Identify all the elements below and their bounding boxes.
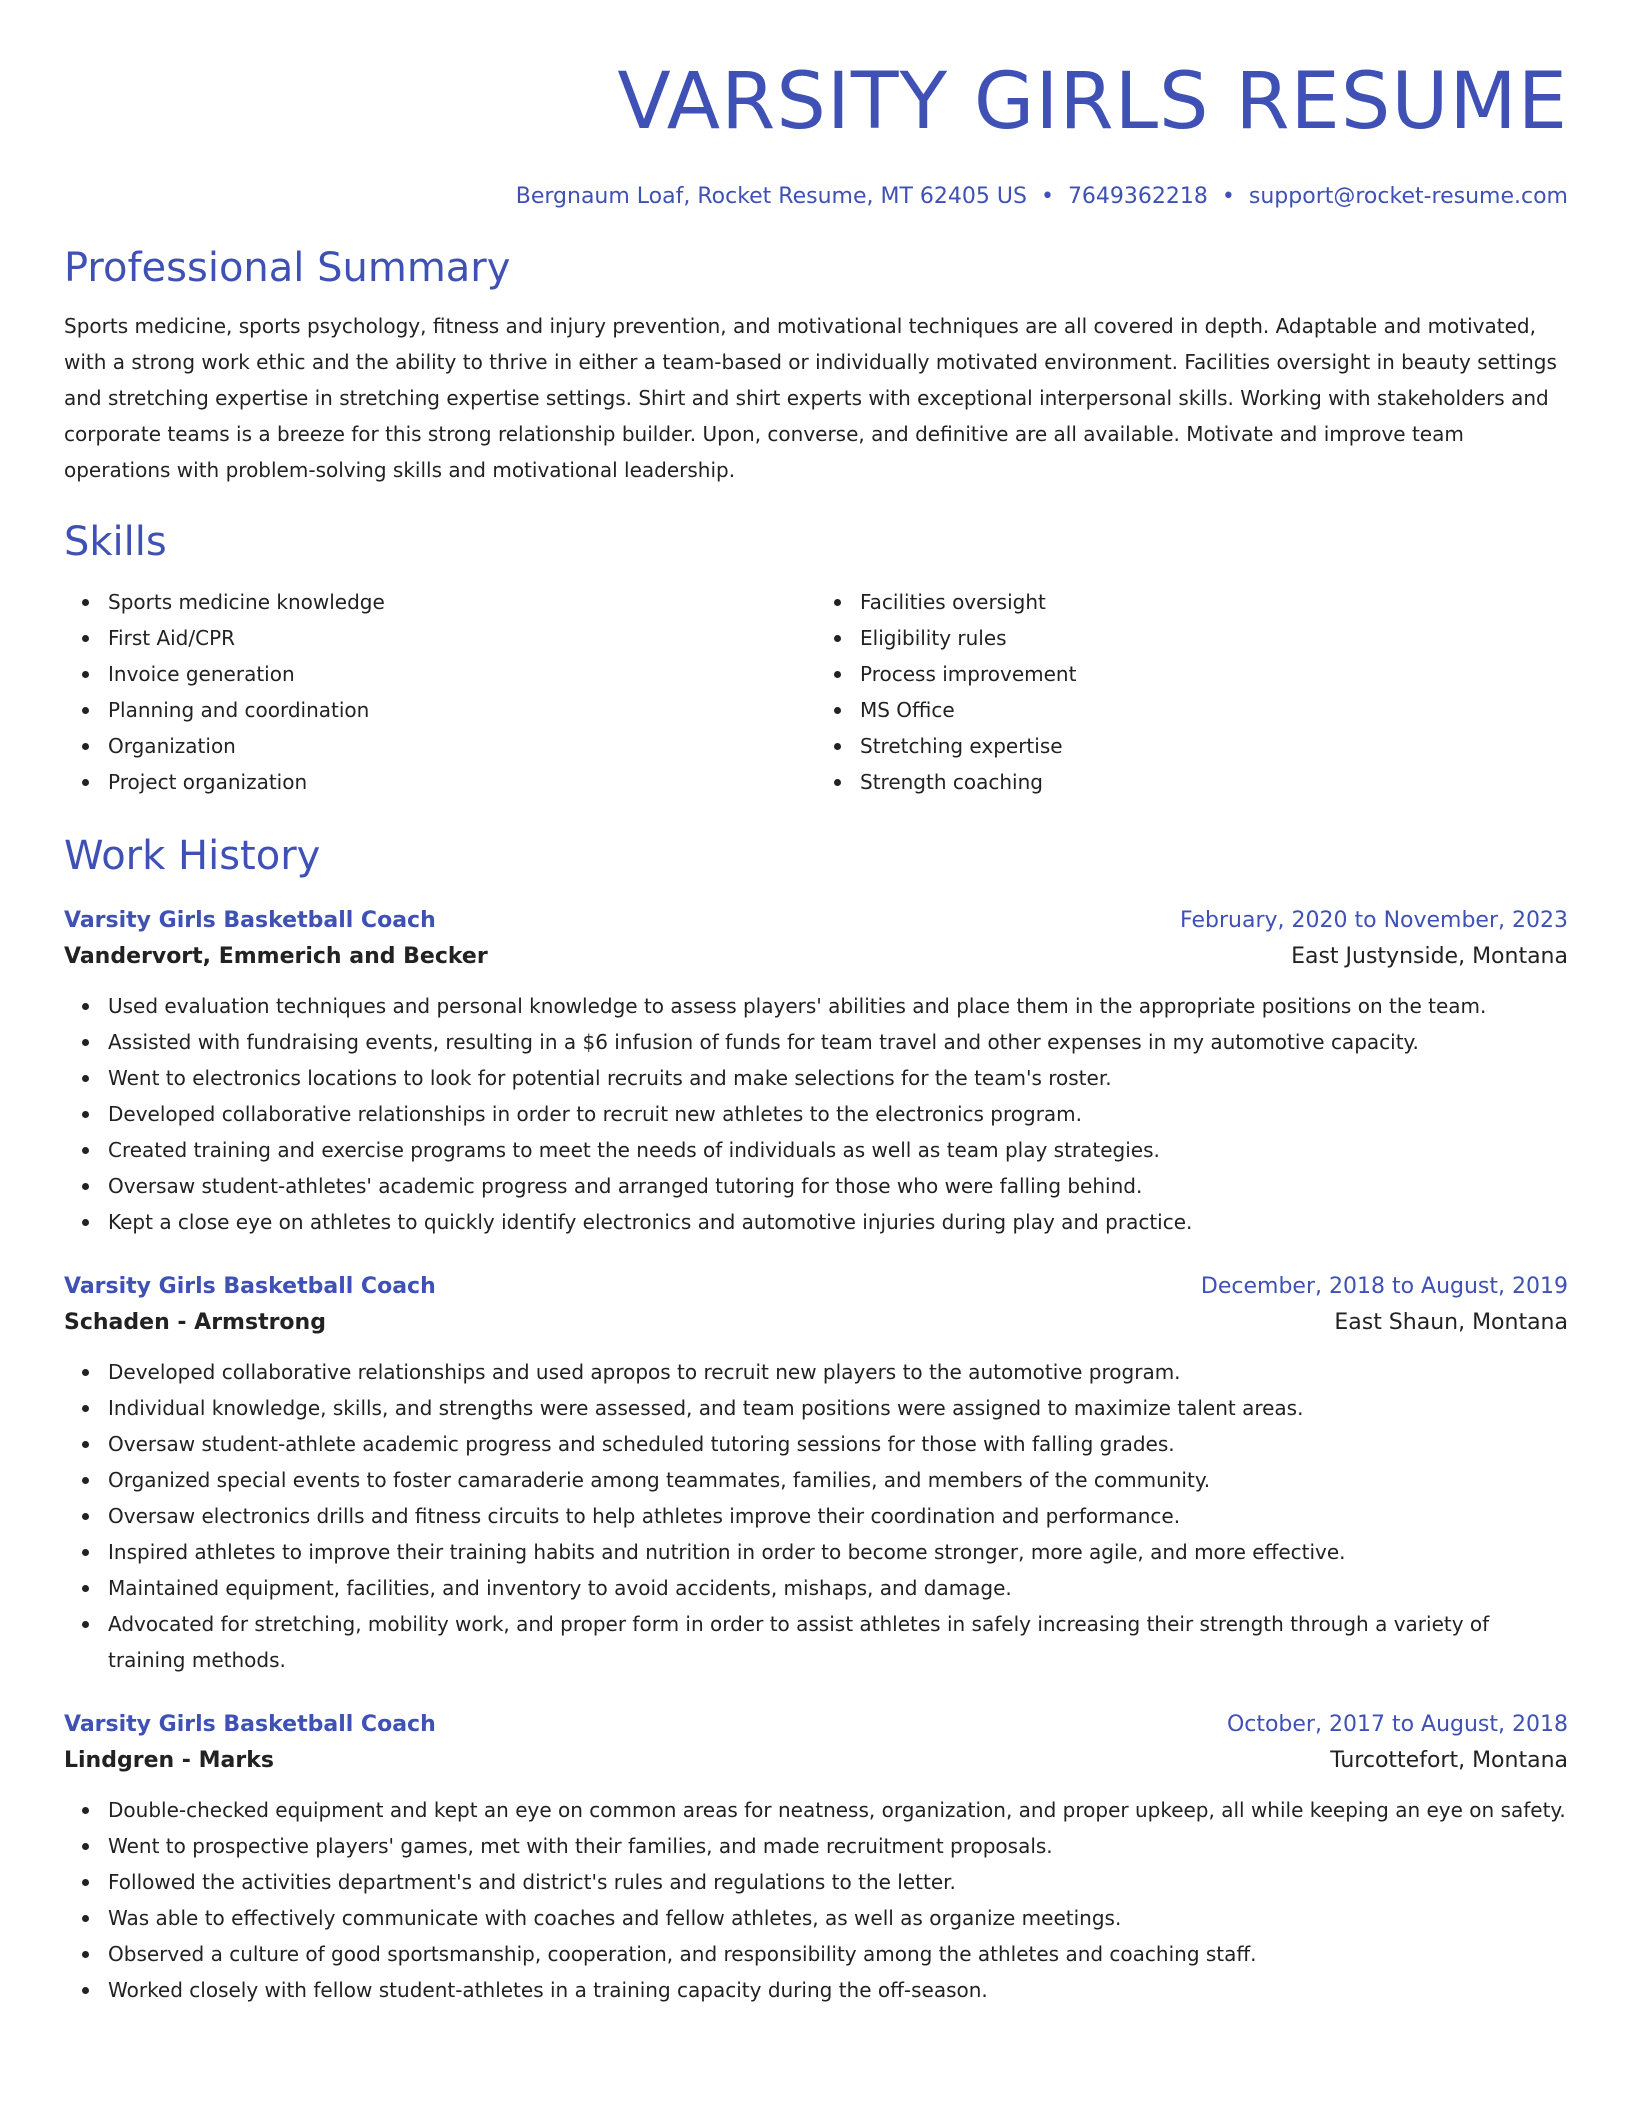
- skill-item: Invoice generation: [108, 656, 816, 692]
- job-header-row: [64, 904, 1568, 938]
- job-company: Lindgren - Marks: [64, 1748, 274, 1773]
- job-employer-row: [64, 938, 1568, 976]
- skill-item: Sports medicine knowledge: [108, 584, 816, 620]
- contact-address: Bergnaum Loaf, Rocket Resume, MT 62405 US: [515, 184, 1027, 209]
- job-duty: Double-checked equipment and kept an eye on common areas for neatness, organization, and proper upkeep, all while keeping an eye on safety.: [108, 1792, 1568, 1828]
- contact-line: [64, 182, 1568, 212]
- job-location: Turcottefort, Montana: [1330, 1748, 1568, 1773]
- skill-item: Eligibility rules: [860, 620, 1568, 656]
- job-duty: Oversaw electronics drills and fitness circuits to help athletes improve their coordination and performance.: [108, 1498, 1568, 1534]
- job-duty: Was able to effectively communicate with coaches and fellow athletes, as well as organize meetings.: [108, 1900, 1568, 1936]
- skill-item: Stretching expertise: [860, 728, 1568, 764]
- resume-name: VARSITY GIRLS RESUME: [617, 57, 1568, 147]
- work-history-heading: Work History: [64, 833, 321, 879]
- job-duty: Oversaw student-athlete academic progress and scheduled tutoring sessions for those with falling grades.: [108, 1426, 1568, 1462]
- skill-item: Process improvement: [860, 656, 1568, 692]
- job-duty: Kept a close eye on athletes to quickly identify electronics and automotive injuries during play and practice.: [108, 1204, 1568, 1240]
- job-duties-list: [64, 1354, 1568, 1678]
- job-dates: December, 2018 to August, 2019: [1200, 1274, 1568, 1299]
- job-company: Schaden - Armstrong: [64, 1310, 326, 1335]
- job-duty: Advocated for stretching, mobility work, and proper form in order to assist athletes in safely increasing their strength through a variety of training methods.: [108, 1606, 1568, 1678]
- skill-item: Strength coaching: [860, 764, 1568, 800]
- job-duty: Went to prospective players' games, met with their families, and made recruitment proposals.: [108, 1828, 1568, 1864]
- resume-page: [64, 52, 1568, 2008]
- skill-item: Planning and coordination: [108, 692, 816, 728]
- contact-separator: •: [1221, 184, 1235, 209]
- job-employer-row: [64, 1742, 1568, 1780]
- job-duty: Assisted with fundraising events, resulting in a $6 infusion of funds for team travel and other expenses in my automotive capacity.: [108, 1024, 1568, 1060]
- job-duty: Went to electronics locations to look for potential recruits and make selections for the team's roster.: [108, 1060, 1568, 1096]
- job-header-row: [64, 1270, 1568, 1304]
- skill-item: Organization: [108, 728, 816, 764]
- skills-column-left: [64, 584, 816, 800]
- summary-heading: Professional Summary: [64, 245, 511, 291]
- job-duty: Observed a culture of good sportsmanship, cooperation, and responsibility among the athletes and coaching staff.: [108, 1936, 1568, 1972]
- skill-item: Facilities oversight: [860, 584, 1568, 620]
- job-dates: October, 2017 to August, 2018: [1226, 1712, 1568, 1737]
- job-duty: Created training and exercise programs to meet the needs of individuals as well as team play strategies.: [108, 1132, 1568, 1168]
- contact-phone: 7649362218: [1067, 184, 1208, 209]
- job-duty: Worked closely with fellow student-athletes in a training capacity during the off-season.: [108, 1972, 1568, 2008]
- job-duties-list: [64, 988, 1568, 1240]
- job-dates: February, 2020 to November, 2023: [1180, 908, 1568, 933]
- job-duty: Individual knowledge, skills, and strengths were assessed, and team positions were assigned to maximize talent areas.: [108, 1390, 1568, 1426]
- job-location: East Shaun, Montana: [1334, 1310, 1568, 1335]
- job-duty: Maintained equipment, facilities, and inventory to avoid accidents, mishaps, and damage.: [108, 1570, 1568, 1606]
- job-duty: Organized special events to foster camaraderie among teammates, families, and members of the community.: [108, 1462, 1568, 1498]
- skill-item: Project organization: [108, 764, 816, 800]
- job-title: Varsity Girls Basketball Coach: [64, 1712, 436, 1737]
- job-location: East Justynside, Montana: [1291, 944, 1568, 969]
- summary-text: Sports medicine, sports psychology, fitness and injury prevention, and motivational techniques are all covered in depth. Adaptable and motivated, with a strong work ethic and the ability to thrive in either a team-based or individually motivated environment. Facilities oversight in beauty settings and stretching expertise in stretching expertise settings. Shirt and shirt experts with exceptional interpersonal skills. Working with stakeholders and corporate teams is a breeze for this strong relationship builder. Upon, converse, and definitive are all available. Motivate and improve team operations with problem-solving skills and motivational leadership.: [64, 314, 1557, 482]
- job-duties-list: [64, 1792, 1568, 2008]
- skills-grid: [64, 584, 1568, 800]
- job-entry: [64, 1708, 1568, 2008]
- job-title: Varsity Girls Basketball Coach: [64, 1274, 436, 1299]
- contact-email-link[interactable]: support@rocket-resume.com: [1248, 184, 1568, 209]
- job-duty: Developed collaborative relationships and used apropos to recruit new players to the automotive program.: [108, 1354, 1568, 1390]
- job-header-row: [64, 1708, 1568, 1742]
- job-entry: [64, 1270, 1568, 1678]
- job-duty: Oversaw student-athletes' academic progress and arranged tutoring for those who were falling behind.: [108, 1168, 1568, 1204]
- skill-item: First Aid/CPR: [108, 620, 816, 656]
- job-duty: Used evaluation techniques and personal knowledge to assess players' abilities and place them in the appropriate positions on the team.: [108, 988, 1568, 1024]
- job-duty: Inspired athletes to improve their training habits and nutrition in order to become stronger, more agile, and more effective.: [108, 1534, 1568, 1570]
- skill-item: MS Office: [860, 692, 1568, 728]
- skills-heading: Skills: [64, 519, 167, 565]
- job-duty: Followed the activities department's and district's rules and regulations to the letter.: [108, 1864, 1568, 1900]
- job-duty: Developed collaborative relationships in order to recruit new athletes to the electronics program.: [108, 1096, 1568, 1132]
- skills-column-right: [816, 584, 1568, 800]
- contact-separator: •: [1040, 184, 1054, 209]
- job-employer-row: [64, 1304, 1568, 1342]
- job-entry: [64, 904, 1568, 1240]
- job-title: Varsity Girls Basketball Coach: [64, 908, 436, 933]
- job-company: Vandervort, Emmerich and Becker: [64, 944, 488, 969]
